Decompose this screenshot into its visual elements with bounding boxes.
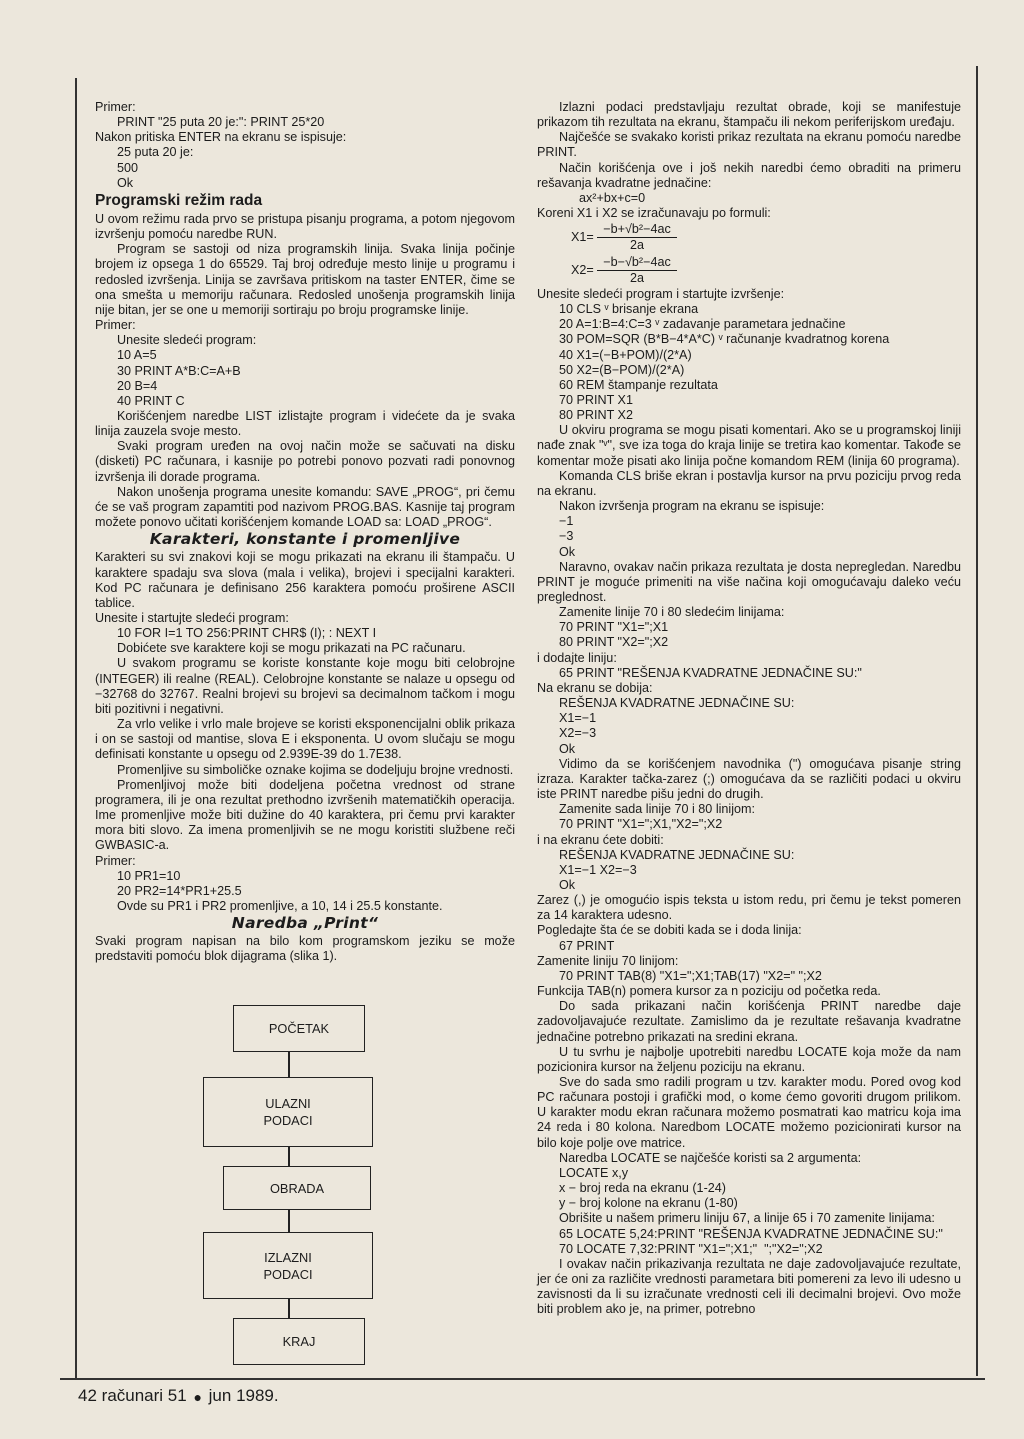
- right-column: [537, 100, 961, 1318]
- text: Nakon pritiska ENTER na ekranu se ispisuje:: [95, 130, 347, 145]
- flow-connector: [288, 1147, 290, 1166]
- output-line: −1: [559, 514, 574, 529]
- text: Pogledajte šta će se dobiti kada se i doda linija:: [537, 923, 802, 938]
- paragraph: I ovakav način prikazivanja rezultata ne daje zadovoljavajuće rezultate, jer će oni za različite vrednosti parametara biti pomereni za levo ili udesno u zavisnosti da li su izračunate vrednosti celi ili decimalni brojevi. Ovo može biti problem ako je, na primer, potrebno: [537, 1256, 961, 1317]
- flow-box-process: [223, 1166, 371, 1210]
- code-line: 20 PR2=14*PR1+25.5: [117, 883, 242, 898]
- code-line: 65 PRINT "REŠENJA KVADRATNE JEDNAČINE SU:": [559, 665, 862, 680]
- code-line: Ok: [117, 175, 134, 190]
- output-line: X2=−3: [559, 726, 597, 741]
- denominator: 2a: [630, 238, 645, 253]
- equation: ax²+bx+c=0: [579, 190, 646, 205]
- code-line: 67 PRINT: [559, 938, 615, 953]
- code-line: 20 A=1:B=4:C=3 ᵛ zadavanje parametara jednačine: [559, 317, 846, 332]
- page-frame-bottom: [60, 1378, 985, 1380]
- text: Funkcija TAB(n) pomera kursor za n poziciju od početka reda.: [537, 984, 881, 999]
- code-line: 70 PRINT TAB(8) "X1=";X1;TAB(17) "X2=" ";X2: [559, 968, 822, 983]
- code-line: 30 POM=SQR (B*B−4*A*C) ᵛ računanje kvadratnog korena: [559, 332, 890, 347]
- text: Primer:: [95, 100, 136, 114]
- text: Nakon izvršenja program na ekranu se ispisuje:: [559, 499, 825, 514]
- text: Unesite sledeći program i startujte izvršenje:: [537, 286, 785, 301]
- page-footer: [78, 1385, 279, 1408]
- text: i dodajte liniju:: [537, 650, 617, 665]
- output-line: Ok: [559, 877, 576, 892]
- issue-date: jun 1989.: [208, 1386, 279, 1405]
- flow-label: IZLAZNI: [264, 1249, 312, 1265]
- code-line: 50 X2=(B−POM)/(2*A): [559, 362, 685, 377]
- output-line: REŠENJA KVADRATNE JEDNAČINE SU:: [559, 696, 795, 711]
- section-heading: Naredba „Print“: [231, 914, 379, 933]
- fraction: [597, 222, 676, 253]
- text: Unesite sledeći program:: [117, 333, 257, 348]
- code-line: x − broj reda na ekranu (1-24): [559, 1181, 726, 1196]
- paragraph: Način korišćenja ove i još nekih naredbi ćemo obraditi na primeru rešavanja kvadratne jednačine:: [537, 160, 961, 190]
- output-line: REŠENJA KVADRATNE JEDNAČINE SU:: [559, 847, 795, 862]
- flow-label: KRAJ: [282, 1334, 316, 1349]
- flow-label: PODACI: [263, 1266, 313, 1282]
- flow-label: PODACI: [263, 1113, 313, 1128]
- code-line: 80 PRINT "X2=";X2: [559, 635, 669, 650]
- paragraph: U okviru programa se mogu pisati komentari. Ako se u programskoj liniji nađe znak "ᵛ", sve iza toga do kraja linije se tretira kao komentar. Takođe se komentar može pisati ako linija počne komandom REM (linija 60 programa).: [537, 423, 961, 468]
- text: Primer:: [95, 318, 136, 333]
- paragraph: Svaki program uređen na ovoj način može se sačuvati na disku (disketi) PC računara, i kasnije po potrebi ponovo pozvati radi ponovnog izvršenja ili dorade programa.: [95, 439, 515, 484]
- paragraph: Za vrlo velike i vrlo male brojeve se koristi eksponencijalni oblik prikaza i on se sastoji od mantise, slova E i eksponenta. U ovom slučaju se mogu definisati konstante u opsegu od 2.939E-39 do 1.7E38.: [95, 717, 515, 762]
- denominator: 2a: [630, 270, 645, 285]
- formula-label: X2=: [571, 262, 594, 277]
- text: Primer:: [95, 853, 136, 868]
- fraction: [597, 255, 676, 286]
- paragraph: Dobićete sve karaktere koji se mogu prikazati na PC računaru.: [117, 641, 466, 656]
- formula-x2: [537, 255, 961, 286]
- output-line: Ok: [559, 544, 576, 559]
- paragraph: Komanda CLS briše ekran i postavlja kursor na prvu poziciju prvog reda na ekranu.: [537, 468, 961, 498]
- paragraph: Program se sastoji od niza programskih linija. Svaka linija počinje brojem iz opsega 1 do 65529. Taj broj određuje mesto linije u programu i redosled izvršenja. Linija se završava pritiskom na taster ENTER, čime se ona smešta u memoriju računara. Redosled unošenja programskih linija nije bitan, jer se one u memoriji sortiraju po broju programske linije.: [95, 242, 515, 317]
- paragraph: Korišćenjem naredbe LIST izlistajte program i videćete da je svaka linija zauzela svoje mesto.: [95, 408, 515, 439]
- text: Zamenite liniju 70 linijom:: [537, 953, 679, 968]
- text: Koreni X1 i X2 se izračunavaju po formuli:: [537, 206, 771, 221]
- output-line: X1=−1: [559, 711, 597, 726]
- flow-box-input: [203, 1077, 373, 1147]
- code-line: 40 X1=(−B+POM)/(2*A): [559, 347, 692, 362]
- flow-label: OBRADA: [269, 1180, 325, 1196]
- section-heading: Karakteri, konstante i promenljive: [149, 530, 461, 549]
- formula-label: X1=: [571, 230, 594, 245]
- text: i na ekranu ćete dobiti:: [537, 832, 664, 847]
- code-line: 65 LOCATE 5,24:PRINT "REŠENJA KVADRATNE JEDNAČINE SU:": [559, 1226, 943, 1241]
- paragraph: Zarez (,) je omogućio ispis teksta u istom redu, pri čemu je tekst pomeren za 14 karaktera udesno.: [537, 893, 961, 923]
- paragraph: U svakom programu se koriste konstante koje mogu biti celobrojne (INTEGER) ili realne (REAL). Celobrojne konstante se nalaze u opsegu od −32768 do 32767. Realni brojevi su brojevi sa decimalnom tačkom i mogu biti pozitivni i negativni.: [95, 656, 515, 716]
- code-line: 40 PRINT C: [117, 393, 185, 408]
- text: Zamenite sada linije 70 i 80 linijom:: [559, 802, 756, 817]
- code-line: 80 PRINT X2: [559, 408, 633, 423]
- paragraph: Karakteri su svi znakovi koji se mogu prikazati na ekranu ili štampaču. U karaktere spadaju sva slova (mala i velika), brojevi i specijalni karakteri. Kod PC računara je definisano 256 karaktera pomoću proširene ASCII tablice.: [95, 550, 515, 610]
- text: Naredba LOCATE se najčešće koristi sa 2 argumenta:: [559, 1150, 862, 1165]
- numerator: −b−√b²−4ac: [597, 255, 676, 271]
- flow-connector: [288, 1210, 290, 1232]
- code-line: 500: [117, 160, 139, 175]
- paragraph: Sve do sada smo radili program u tzv. karakter modu. Pored ovog kod PC računara postoji i grafički mod, o kome ćemo govoriti drugom prilikom. U karakter modu ekran računara možemo posmatrati kao matricu koja ima 24 reda i 80 kolona. Naredbom LOCATE možemo pozicionirati kursor na bilo koje polje ove matrice.: [537, 1075, 961, 1150]
- code-line: 30 PRINT A*B:C=A+B: [117, 363, 241, 378]
- paragraph: Izlazni podaci predstavljaju rezultat obrade, koji se manifestuje prikazom tih rezultata na ekranu, štampaču ili nekom periferijskom uređaju.: [537, 100, 961, 130]
- paragraph: Nakon unošenja programa unesite komandu: SAVE „PROG“, pri čemu će se vaš program zapamtiti pod nazivom PROG.BAS. Kasnije taj program možete ponovo učitati korišćenjem komande LOAD sa: LOAD „PROG“.: [95, 484, 515, 530]
- flow-connector: [288, 1052, 290, 1077]
- block-diagram: [200, 1005, 375, 1365]
- code-line: 10 CLS ᵛ brisanje ekrana: [559, 302, 699, 317]
- paragraph: Najčešće se svakako koristi prikaz rezultata na ekranu pomoću naredbe PRINT.: [537, 130, 961, 160]
- paragraph: Svaki program napisan na bilo kom programskom jeziku se može predstaviti pomoću blok dijagrama (slika 1).: [95, 934, 515, 964]
- text: Na ekranu se dobija:: [537, 680, 653, 695]
- output-line: −3: [559, 529, 574, 544]
- paragraph: Naravno, ovakav način prikaza rezultata je dosta nepregledan. Naredbu PRINT je moguće primeniti na više načina koji omogućavaju daleko veću preglednost.: [537, 559, 961, 604]
- code-line: 25 puta 20 je:: [117, 145, 194, 160]
- code-line: 70 LOCATE 7,32:PRINT "X1=";X1;" ";"X2=";X2: [559, 1241, 823, 1256]
- code-line: LOCATE x,y: [559, 1165, 629, 1180]
- code-line: 10 FOR I=1 TO 256:PRINT CHR$ (I); : NEXT I: [117, 626, 377, 641]
- paragraph: Promenljivoj može biti dodeljena početna vrednost od strane programera, ili je ona rezultat prethodno izvršenih matematičkih operacija. Ime promenljive može biti dužine do 40 karaktera, pri čemu prvi karakter mora biti slovo. Za imena promenljivih se ne mogu koristiti službene reči GWBASIC-a.: [95, 777, 515, 853]
- page-number: 42: [78, 1386, 97, 1405]
- paragraph: U tu svrhu je najbolje upotrebiti naredbu LOCATE koja može da nam pozicionira kursor na željenu poziciju na ekranu.: [537, 1044, 961, 1074]
- text: Unesite i startujte sledeći program:: [95, 611, 289, 625]
- code-line: 70 PRINT X1: [559, 392, 633, 407]
- flow-label: ULAZNI: [265, 1096, 311, 1111]
- code-line: 20 B=4: [117, 378, 158, 393]
- numerator: −b+√b²−4ac: [597, 222, 676, 238]
- code-line: 10 A=5: [117, 348, 157, 363]
- formula-x1: [537, 222, 961, 253]
- section-heading: Programski režim rada: [95, 191, 263, 209]
- paragraph: Promenljive su simboličke oznake kojima se dodeljuju brojne vrednosti.: [117, 762, 514, 777]
- text: Zamenite linije 70 i 80 sledećim linijama:: [559, 605, 785, 620]
- magazine-name: računari 51: [101, 1386, 187, 1405]
- paragraph: Obrišite u našem primeru liniju 67, a linije 65 i 70 zamenite linijama:: [559, 1211, 935, 1226]
- output-line: X1=−1 X2=−3: [559, 862, 637, 877]
- page-frame-right: [976, 66, 978, 1376]
- left-column: [95, 100, 515, 965]
- bullet-icon: ●: [193, 1388, 202, 1405]
- flow-box-start: [233, 1005, 365, 1052]
- paragraph: Do sada prikazani način korišćenja PRINT naredbe daje zadovoljavajuće rezultate. Zamislimo da je rezultate rešavanja kvadratne jednačine potrebno prikazati na sredini ekrana.: [537, 999, 961, 1044]
- code-line: 10 PR1=10: [117, 868, 181, 883]
- code-line: y − broj kolone na ekranu (1-80): [559, 1196, 738, 1211]
- paragraph: U ovom režimu rada prvo se pristupa pisanju programa, a potom njegovom izvršenju pomoću naredbe RUN.: [95, 211, 515, 242]
- flow-box-output: [203, 1232, 373, 1299]
- code-line: 70 PRINT "X1=";X1: [559, 620, 669, 635]
- page-frame-left: [75, 78, 77, 1378]
- paragraph: Ovde su PR1 i PR2 promenljive, a 10, 14 i 25.5 konstante.: [117, 898, 443, 913]
- code-line: PRINT "25 puta 20 je:": PRINT 25*20: [117, 115, 325, 130]
- flow-box-end: [233, 1318, 365, 1365]
- code-line: 70 PRINT "X1=";X1,"X2=";X2: [559, 817, 723, 832]
- flow-connector: [288, 1299, 290, 1318]
- flow-label: POČETAK: [268, 1021, 330, 1036]
- code-line: 60 REM štampanje rezultata: [559, 377, 718, 392]
- paragraph: Vidimo da se korišćenjem navodnika (") omogućava pisanje string izraza. Karakter tačka-zarez (;) omogućava da se različiti podaci u okviru iste PRINT naredbe pišu jedni do drugih.: [537, 756, 961, 802]
- output-line: Ok: [559, 741, 576, 756]
